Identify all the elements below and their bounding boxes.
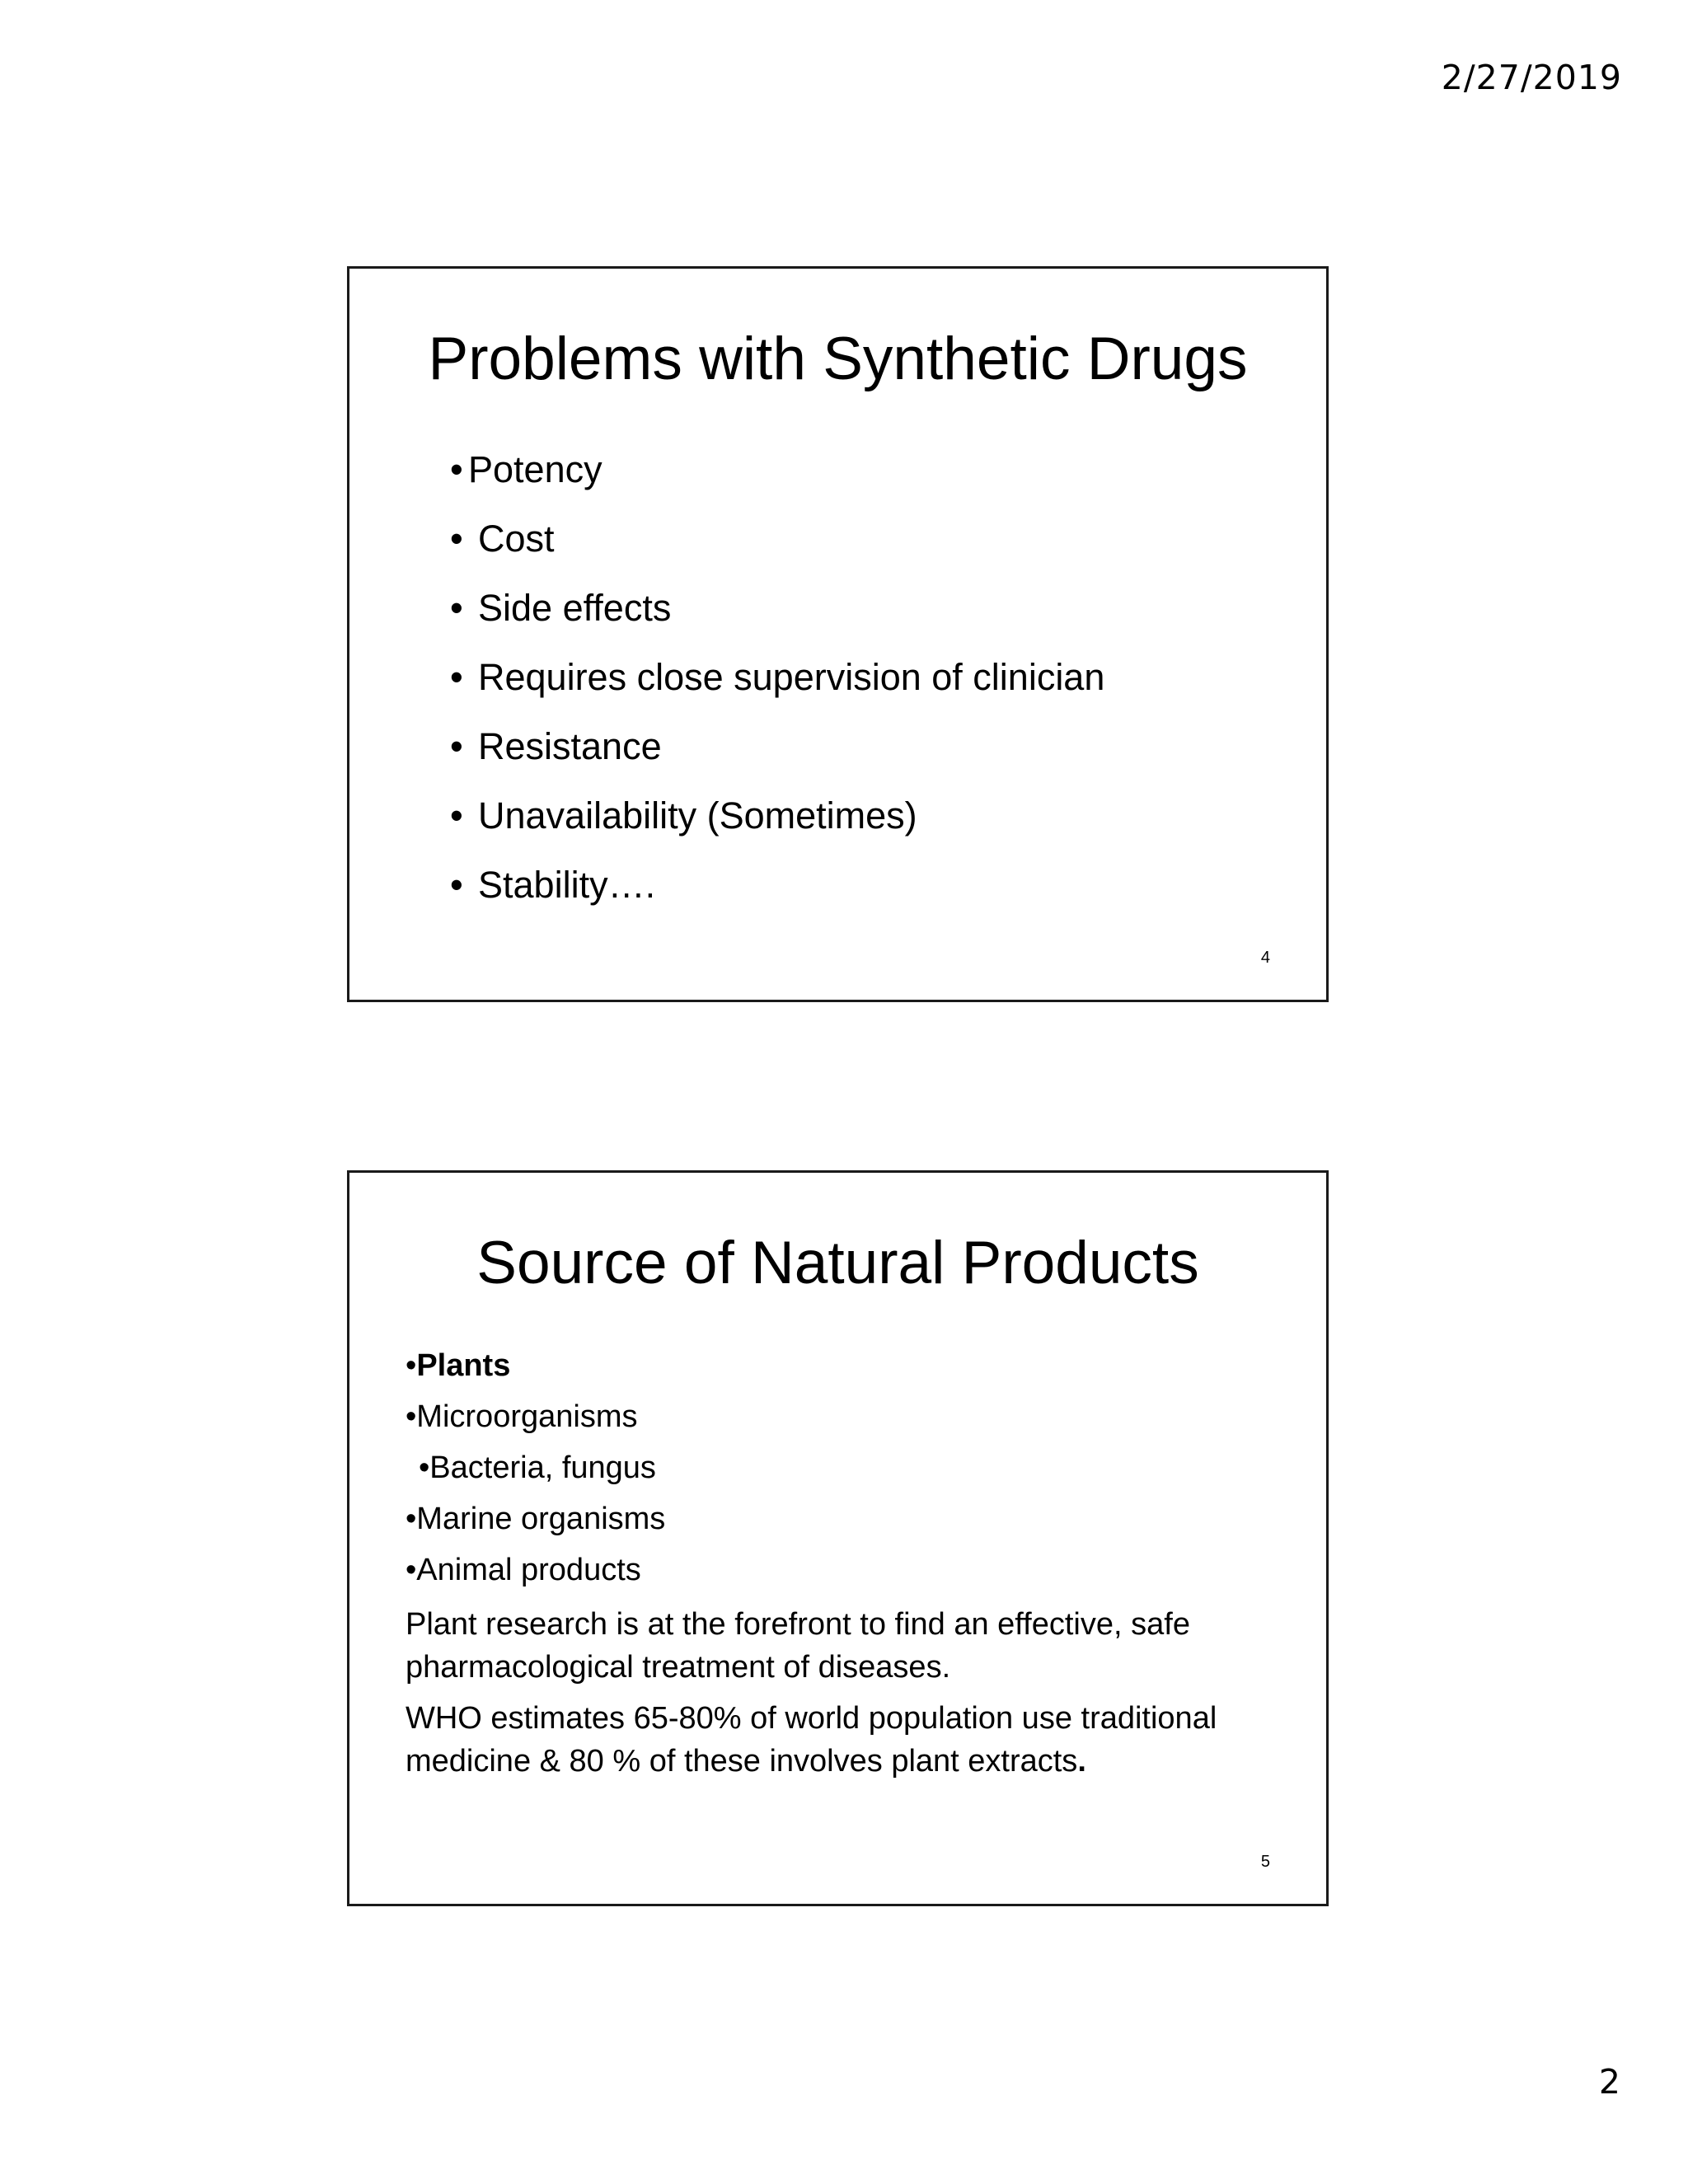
bullet-marker: • (450, 656, 463, 698)
content-body (406, 1347, 1279, 1791)
page-date: 2/27/2019 (1441, 58, 1622, 97)
slide-problems-with-synthetic-drugs (347, 266, 1329, 1002)
bullet-marker: • (450, 794, 463, 837)
bullet-list (450, 448, 1104, 933)
list-item: •Microorganisms (406, 1399, 638, 1434)
bullet-marker: • (450, 448, 463, 490)
bullet-marker: • (450, 725, 463, 767)
list-item: •Animal products (406, 1553, 641, 1587)
list-item (450, 587, 1104, 656)
bullet-marker: • (450, 587, 463, 629)
paragraph (406, 1697, 1279, 1783)
bullet-marker: • (450, 518, 463, 560)
list-item (450, 656, 1104, 725)
list-item (450, 794, 1104, 864)
bullet-marker: • (406, 1348, 417, 1383)
sub-list-item: •Bacteria, fungus (419, 1451, 656, 1485)
bullet-text: Resistance (478, 725, 662, 767)
slide-number: 4 (1260, 949, 1270, 967)
bullet-marker: • (450, 864, 463, 906)
paragraph-end-mark: . (1077, 1744, 1086, 1779)
list-item (406, 1347, 1279, 1399)
list-item (450, 725, 1104, 794)
slide-number: 5 (1260, 1853, 1270, 1871)
paragraph: Plant research is at the forefront to find an effective, safe pharmacological treatment of diseases. (406, 1607, 1190, 1685)
slide-title: Source of Natural Products (476, 1230, 1199, 1296)
page-number: 2 (1598, 2062, 1620, 2102)
bullet-text: Side effects (478, 587, 672, 629)
bullet-text: Potency (468, 448, 603, 490)
bold-item-text: Plants (416, 1348, 511, 1383)
list-item: •Marine organisms (406, 1502, 666, 1536)
bullet-text: Stability…. (478, 864, 656, 906)
list-item (450, 518, 1104, 587)
slide-source-of-natural-products (347, 1170, 1329, 1906)
bullet-text: Cost (478, 518, 555, 560)
list-item (450, 864, 1104, 933)
paragraph-text: WHO estimates 65-80% of world population use traditional medicine & 80 % of these involves plant extracts (406, 1701, 1217, 1779)
bullet-text: Requires close supervision of clinician (478, 656, 1105, 698)
bullet-text: Unavailability (Sometimes) (478, 794, 917, 837)
slide-title: Problems with Synthetic Drugs (428, 326, 1248, 392)
list-item (450, 448, 1104, 518)
